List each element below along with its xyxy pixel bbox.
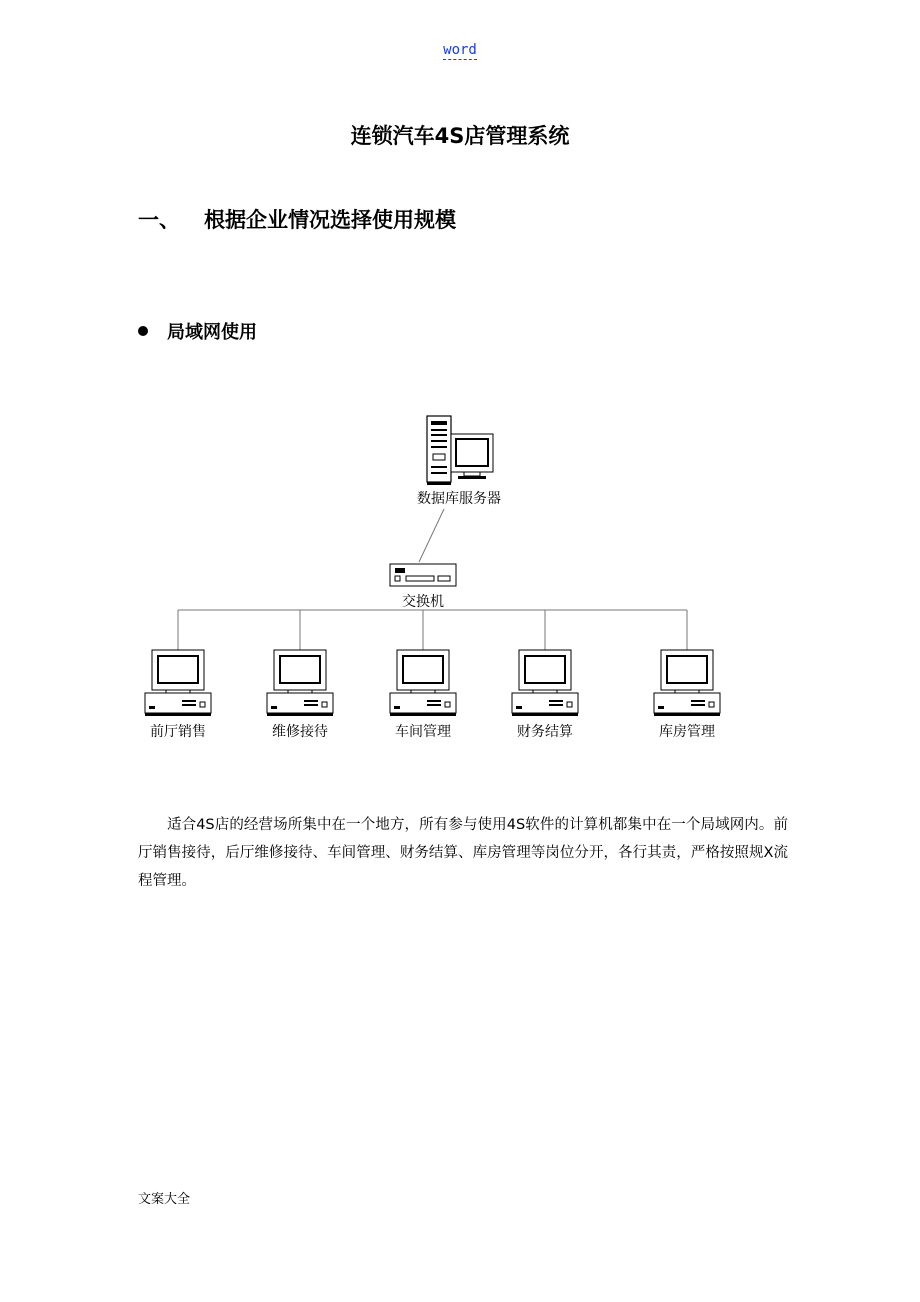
section-number: 一、	[138, 208, 180, 232]
switch-icon	[390, 564, 456, 586]
computer-icon	[145, 650, 211, 716]
server-switch-link	[419, 509, 444, 562]
server-icon	[427, 416, 493, 485]
page-footer: 文案大全	[138, 1192, 191, 1207]
client-label: 车间管理	[395, 724, 451, 740]
document-title: 连锁汽车4S店管理系统	[350, 124, 570, 148]
bullet-label: 局域网使用	[167, 322, 257, 343]
computer-icon	[654, 650, 720, 716]
server-label: 数据库服务器	[417, 491, 501, 507]
client-workstation	[390, 650, 456, 740]
network-bus	[178, 610, 687, 650]
computer-icon	[512, 650, 578, 716]
client-workstation	[654, 650, 720, 740]
section-heading	[138, 204, 456, 234]
body-paragraph: 适合4S店的经营场所集中在一个地方，所有参与使用4S软件的计算机都集中在一个局域网内。前厅销售接待，后厅维修接待、车间管理、财务结算、库房管理等岗位分开，各行其责，严格按照规X流程管理。	[138, 817, 788, 889]
computer-icon	[390, 650, 456, 716]
client-workstation	[512, 650, 578, 740]
bullet-dot-icon	[138, 326, 148, 336]
section-heading-text: 根据企业情况选择使用规模	[204, 208, 456, 232]
header-link-text[interactable]: word	[443, 42, 477, 58]
client-label: 库房管理	[659, 724, 715, 740]
switch-label: 交换机	[402, 594, 444, 610]
client-label: 前厅销售	[150, 724, 206, 740]
header-word-link[interactable]	[0, 42, 920, 58]
computer-icon	[267, 650, 333, 716]
client-label: 维修接待	[272, 724, 328, 740]
client-workstation	[267, 650, 333, 740]
client-label: 财务结算	[517, 724, 573, 740]
bullet-item	[138, 318, 257, 344]
network-diagram	[130, 400, 770, 760]
client-workstation	[145, 650, 211, 740]
